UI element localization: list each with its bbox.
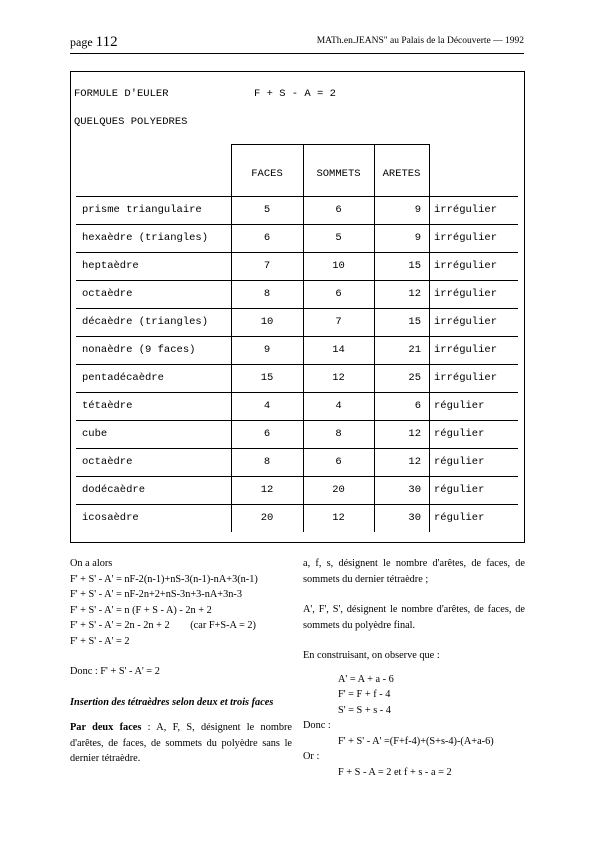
row-sommets: 12 xyxy=(332,372,345,384)
row-aretes: 30 xyxy=(408,484,421,496)
equation-line: F' = F + f - 4 xyxy=(338,689,391,700)
line: Donc : xyxy=(303,720,331,731)
row-sommets: 10 xyxy=(332,260,345,272)
row-aretes: 15 xyxy=(408,316,421,328)
row-type: irrégulier xyxy=(434,316,498,328)
left-column xyxy=(70,556,292,767)
page-word: page xyxy=(70,35,93,49)
row-sommets: 8 xyxy=(335,428,342,440)
line: On a alors xyxy=(70,558,113,569)
row-aretes: 12 xyxy=(408,456,421,468)
row-name: prisme triangulaire xyxy=(82,204,202,216)
equation-line: F' + S' - A' = n (F + S - A) - 2n + 2 xyxy=(70,604,212,616)
row-aretes: 30 xyxy=(408,512,421,524)
row-faces: 15 xyxy=(260,372,274,384)
row-name: tétaèdre xyxy=(82,400,133,412)
page-header xyxy=(70,34,524,52)
row-sommets: 5 xyxy=(335,232,342,244)
row-type: irrégulier xyxy=(434,260,498,272)
header-rule xyxy=(70,53,524,54)
row-aretes: 12 xyxy=(408,428,421,440)
row-faces: 7 xyxy=(263,260,271,272)
row-sommets: 6 xyxy=(335,288,342,300)
euler-label: FORMULE D'EULER xyxy=(74,88,169,100)
row-sommets: 14 xyxy=(332,344,345,356)
row-name: décaèdre (triangles) xyxy=(82,316,209,328)
equation-line: A' = A + a - 6 xyxy=(338,673,394,685)
row-faces: 5 xyxy=(263,204,271,216)
row-sommets: 12 xyxy=(332,512,345,524)
row-type: irrégulier xyxy=(434,344,498,356)
row-type: irrégulier xyxy=(434,232,498,244)
row-faces: 6 xyxy=(263,428,271,440)
equation-line: S' = S + s - 4 xyxy=(338,704,391,716)
row-faces: 10 xyxy=(260,316,274,328)
row-type: régulier xyxy=(434,428,485,440)
row-faces: 6 xyxy=(263,232,271,244)
paragraph: A', F', S', désignent le nombre d'arêtes, de faces, de sommets du polyèdre final. xyxy=(303,604,525,631)
equation-line: F + S - A = 2 et f + s - a = 2 xyxy=(338,766,452,778)
row-aretes: 9 xyxy=(414,204,421,216)
row-sommets: 20 xyxy=(332,484,345,496)
table-column-header: SOMMETS xyxy=(316,168,361,180)
table-column-header: ARETES xyxy=(382,168,421,180)
paragraph xyxy=(70,720,292,767)
polyhedra-table-box xyxy=(70,71,525,543)
row-type: irrégulier xyxy=(434,204,498,216)
row-type: régulier xyxy=(434,484,485,496)
row-name: cube xyxy=(82,428,108,440)
row-faces: 8 xyxy=(263,456,271,468)
section-heading: Insertion des tétraèdres selon deux et trois faces xyxy=(70,696,274,708)
row-sommets: 6 xyxy=(335,204,342,216)
row-type: régulier xyxy=(434,456,485,468)
table-column-rule xyxy=(429,144,430,532)
row-sommets: 7 xyxy=(335,316,342,328)
table-header-top-rule xyxy=(231,144,429,145)
paragraph: a, f, s, désignent le nombre d'arêtes, de faces, de sommets du dernier tétraèdre ; xyxy=(303,558,525,585)
table-subtitle: QUELQUES POLYEDRES xyxy=(74,116,188,128)
equation-line: F' + S' - A' =(F+f-4)+(S+s-4)-(A+a-6) xyxy=(338,735,494,747)
row-name: pentadécaèdre xyxy=(82,372,164,384)
paragraph: En construisant, on observe que : xyxy=(303,650,440,661)
table-column-header: FACES xyxy=(251,168,283,180)
equation-line: F' + S' - A' = 2n - 2n + 2 (car F+S-A = 2) xyxy=(70,620,256,631)
page-number xyxy=(70,34,118,51)
euler-formula: F + S - A = 2 xyxy=(254,88,336,100)
row-name: dodécaèdre xyxy=(82,484,146,496)
row-aretes: 6 xyxy=(414,400,421,412)
row-name: hexaèdre (triangles) xyxy=(82,232,209,244)
row-aretes: 9 xyxy=(414,232,421,244)
equation-line: F' + S' - A' = nF-2(n-1)+nS-3(n-1)-nA+3(n-1) xyxy=(70,573,258,585)
conclusion-line: Donc : F' + S' - A' = 2 xyxy=(70,666,160,677)
row-aretes: 25 xyxy=(408,372,421,384)
equation-line: F' + S' - A' = 2 xyxy=(70,635,130,647)
row-faces: 12 xyxy=(260,484,274,496)
row-type: régulier xyxy=(434,512,485,524)
row-sommets: 4 xyxy=(335,400,342,412)
row-faces: 9 xyxy=(263,344,271,356)
row-type: irrégulier xyxy=(434,288,498,300)
paragraph-body: : A, F, S, désignent le nombre d'arêtes, de faces, de sommets du polyèdre sans le dernier tétraèdre. xyxy=(70,722,292,764)
row-aretes: 12 xyxy=(408,288,421,300)
row-aretes: 21 xyxy=(408,344,421,356)
row-type: irrégulier xyxy=(434,372,498,384)
equation-line: F' + S' - A' = nF-2n+2+nS-3n+3-nA+3n-3 xyxy=(70,589,242,600)
row-type: régulier xyxy=(434,400,485,412)
row-sommets: 6 xyxy=(335,456,342,468)
line: Or : xyxy=(303,751,320,762)
page-number-value: 112 xyxy=(95,34,118,50)
row-aretes: 15 xyxy=(408,260,421,272)
row-name: octaèdre xyxy=(82,288,133,300)
row-name: nonaèdre (9 faces) xyxy=(82,344,196,356)
row-name: icosaèdre xyxy=(82,512,139,524)
row-name: octaèdre xyxy=(82,456,133,468)
paragraph-lead: Par deux faces xyxy=(70,722,142,733)
running-title: MATh.en.JEANS" au Palais de la Découverte — 1992 xyxy=(316,36,524,46)
row-name: heptaèdre xyxy=(82,260,139,272)
row-faces: 8 xyxy=(263,288,271,300)
right-column xyxy=(303,556,525,780)
row-faces: 20 xyxy=(260,512,274,524)
row-faces: 4 xyxy=(263,400,271,412)
